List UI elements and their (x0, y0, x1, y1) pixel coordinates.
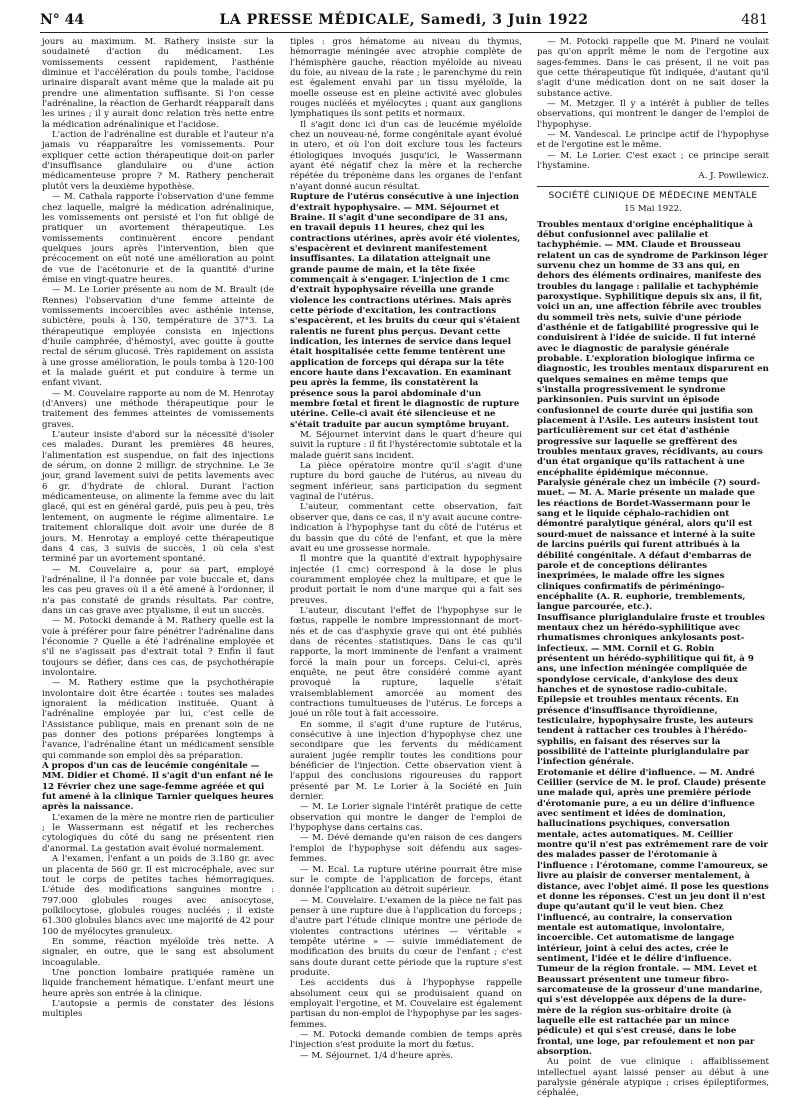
article-paragraph-continued: tiples : gros hématome au niveau du thymus, hémorragie méningée avec atrophie complète de l'hémisphère gauche, réaction myéloïde au niveau du foie, au niveau de la rate ; le parenchyme du rein est également envahi par un tissu myéloïde, la moelle osseuse est en pleine activité avec globules rouges nucléés et myélocytes ; quant aux ganglions lymphatiques ils sont petits et normaux. (290, 37, 522, 120)
article-paragraph: Il s'agit donc ici d'un cas de leucémie myéloïde chez un nouveau-né, forme congénitale ayant évolué in utero, et où l'on doit exclure tous les facteurs étiologiques invoqués jusqu'ici, le Wassermann ayant été négatif chez la mère et la recherche répétée du tréponème dans les organes de l'enfant n'ayant donné aucun résultat. (290, 119, 522, 192)
article-paragraph: — M. Le Lorier signale l'intérêt pratique de cette observation qui montre le danger de l'emploi de l'hypophyse dans certains cas. (290, 802, 522, 834)
article-paragraph: — M. Potocki demande combien de temps après l'injection s'est produite la mort du fœtus. (290, 1030, 522, 1051)
text-column-2 (290, 37, 522, 1075)
article-paragraph: — M. Potocki demande à M. Rathery quelle est la voie à préférer pour faire pénétrer l'adrénaline dans l'économie ? Quelle a été l'adrénaline employée et s'il ne s'agissait pas d'extrait total ? Enfin il faut toujours se défier, dans ces cas, de psychothérapie involontaire. (42, 616, 274, 678)
article-paragraph-with-heading: Troubles mentaux d'origine encéphalitique à début confusionnel avec palilalie et tachyphémie. — MM. Claude et Brousseau relatent un cas de syndrome de Parkinson léger survenu chez un homme de 33 ans qui, en dehors des éléments ordinaires, manifeste des troubles du langage : palilalie et tachyphémie paroxystique. Syphilitique depuis six ans, il fit, voici un an, une affection fébrile avec troubles du sommeil très nets, suivie d'une période d'asthénie et de fatigabilité progressive qui le conduisirent à l'idée de suicide. Il fut interné avec le diagnostic de paralysie générale probable. L'exploration biologique infirma ce diagnostic, les troubles mentaux disparurent en quelques semaines en même temps que s'installa progressivement le syndrome parkinsonien. Puis survint un épisode confusionnel de courte durée qui justifia son placement à l'Asile. Les auteurs insistent tout particulièrement sur cet état d'asthénie progressive sur laquelle se greffèrent des troubles mentaux graves, récidivants, au cours d'un état organique qu'ils rattachent à une encéphalite épidémique méconnue. (537, 219, 769, 478)
article-paragraph-with-heading: Insuffisance pluriglandulaire fruste et troubles mentaux chez un hérédo-syphilitique avec rhumatismes chroniques ankylosants post-infectieux. — MM. Cornil et G. Robin présentent un hérédo-syphilitique qui fit, à 9 ans, une infection méningée compliquée de spondylose cervicale, d'ankylose des deux hanches et de synostose radio-cubitale. Epilepsie et troubles mentaux récents. En présence d'insuffisance thyroïdienne, testiculaire, hypophysaire fruste, les auteurs tendent à rattacher ces troubles à l'hérédo-syphilis, en faisant des réserves sur la possibilité de l'atteinte pluriglandulaire par l'infection générale. (537, 612, 765, 768)
text-column-1 (42, 37, 274, 1075)
article-paragraph: L'action de l'adrénaline est durable et l'auteur n'a jamais vu réapparaître les vomissements. Pour expliquer cette action thérapeutique doit-on parler d'insuffisance glandulaire ou d'une action médicamenteuse propre ? M. Rathery pencherait plutôt vers la deuxième hypothèse. (42, 130, 274, 192)
article-paragraph: — M. Ecal. La rupture utérine pourrait être mise sur le compte de l'application de forceps, étant donnée l'application au détroit supérieur. (290, 864, 522, 896)
article-paragraph-with-heading: Rupture de l'utérus consécutive à une injection d'extrait hypophysaire. — MM. Séjournet et Braine. Il s'agit d'une secondipare de 31 ans, en travail depuis 11 heures, chez qui les contractions utérines, après avoir été violentes, s'espacèrent et devinrent manifestement insuffisantes. La dilatation atteignait une grande paume de main, et la tête fixée commençait à s'engager. L'injection de 1 cmc d'extrait hypophysaire réveilla une grande violence les contractions utérines. Mais après cette période d'excitation, les contractions s'espacèrent, et les bruits du cœur qui s'étaient ralentis ne furent plus perçus. Devant cette indication, les internes de service dans lequel était hospitalisée cette femme tentèrent une application de forceps qui dérapa sur la tête encore haute dans l'excavation. En examinant peu après la femme, ils constatèrent la présence sous la paroi abdominale d'un membre fœtal et firent le diagnostic de rupture utérine. Celle-ci avait été silencieuse et ne s'était traduite par aucun symptôme bruyant. (290, 192, 521, 430)
section-title: SOCIÉTÉ CLINIQUE DE MÉDECINE MENTALE (548, 190, 758, 201)
article-paragraph: A l'examen, l'enfant a un poids de 3.180 gr. avec un placenta de 560 gr. Il est microcéphale, avec sur tout le corps de petites taches hémorragiques. L'étude des modifications sanguines montre : 797.000 globules rouges avec anisocytose, poïkilocytose, globules rouges nucléés ; il existe 61.300 globules blancs avec une majorité de 42 pour 100 de myélocytes granuleux. (42, 854, 274, 937)
article-paragraph: L'autopsie a permis de constater des lésions multiples (42, 998, 274, 1020)
article-paragraph: Il montre que la quantité d'extrait hypophysaire injectée (1 cmc) correspond à la dose le plus couramment employée chez la multipare, et que le produit portait le nom d'une marque qui a fait ses preuves. (290, 554, 522, 606)
article-paragraph: L'auteur, discutant l'effet de l'hypophyse sur le fœtus, rappelle le nombre impressionnant de mort-nés et de cas d'asphyxie grave qui ont été publiés dans de récentes statistiques. Dans le cas qu'il rapporte, la mort imminente de l'enfant a vraiment forcé la main pour un forceps. Celui-ci, après enquête, ne peut être considéré comme ayant provoqué la rupture, laquelle s'était vraisemblablement amorcée au moment des contractions tumultueuses de l'utérus. Le forceps a joué un rôle tout à fait accessoire. (290, 605, 522, 720)
article-paragraph: En somme, il s'agit d'une rupture de l'utérus, consécutive à une injection d'hypophyse chez une secondipare que les fervents du médicament auraient jugée remplir toutes les conditions pour bénéficier de l'injection. Cette observation vient à l'appui des conclusions rigoureuses du rapport présenté par M. Le Lorier à la Société en Juin dernier. (290, 719, 522, 803)
article-paragraph: M. Séjournet intervint dans le quart d'heure qui suivit la rupture : il fit l'hystérectomie subtotale et la malade guérit sans incident. (290, 430, 522, 461)
article-paragraph: L'examen de la mère ne montre rien de particulier ; le Wassermann est négatif et les recherches cytologiques du côté du sang ne présentent rien d'anormal. La gestation avait évolué normalement. (42, 812, 274, 854)
article-paragraph: — M. Couvelaire a, pour sa part, employé l'adrénaline, il l'a donnée par voie buccale et, dans les cas peu graves où il a été amené à l'ordonner, il n'a pas constaté de grands résultats. Par contre, dans un cas grave avec ptyalisme, il eut un succès. (42, 564, 274, 616)
article-paragraph: — M. Dévé demande qu'en raison de ces dangers l'emploi de l'hypophyse soit défendu aux sages-femmes. (290, 833, 522, 865)
article-paragraph: En somme, réaction myéloïde très nette. A signaler, en outre, que le sang est absolument incoagulable. (42, 936, 274, 968)
article-paragraph: — M. Couvelaire rapporte au nom de M. Henrotay (d'Anvers) une méthode thérapeutique pour le traitement des femmes atteintes de vomissements graves. (42, 388, 274, 430)
author-signature: A. J. Powilewicz. (698, 171, 769, 182)
article-paragraph: — M. Le Lorier. C'est exact ; ce principe serait l'hystamine. (537, 150, 769, 172)
article-paragraph: Les accidents dus à l'hypophyse rappelle absolument ceux qui se produisaient quand on employait l'ergotine, et M. Couvelaire est également partisan du non-emploi de l'hypophyse par les sages-femmes. (290, 978, 522, 1030)
issue-number: N° 44 (40, 12, 85, 28)
article-paragraph-with-heading: Tumeur de la région frontale. — MM. Levet et Beaussart présentent une tumeur fibro-sarcomateuse de la grosseur d'une mandarine, qui s'est développée aux dépens de la dure-mère de la région sus-orbitaire droite (à laquelle elle est rattachée par un mince pédicule) et qui s'est creusé, dans le lobe frontal, une loge, par refoulement et non par absorption. (537, 964, 763, 1057)
article-paragraph: Au point de vue clinique : affaiblissement intellectuel ayant laissé penser au début à une paralysie générale atypique ; crises épileptiformes, céphalée, (537, 1057, 769, 1099)
article-paragraph: — M. Vandescal. Le principe actif de l'hypophyse et de l'ergotine est le même. (537, 130, 769, 151)
article-paragraph: — M. Rathery estime que la psychothérapie involontaire doit être écartée : toutes ses malades ignoraient la médication instituée. Quant à l'adrénaline employée par lui, c'est celle de l'Assistance publique, mais en prenant soin de ne pas donner des potions préparées longtemps à l'avance, l'adrénaline étant un médicament sensible qui commande son emploi dès sa préparation. (42, 678, 274, 761)
article-paragraph: — M. Le Lorier présente au nom de M. Brault (de Rennes) l'observation d'une femme atteinte de vomissements incoercibles avec asthénie intense, subictère, pouls à 130, température de 37°3. La thérapeutique employée consista en injections d'huile camphrée, d'hémostyl, avec goutte à goutte rectal de sérum glucosé. Très rapidement on assista à une grosse amélioration, le pouls tomba à 120-100 et la malade guérit et put conduire à terme un enfant vivant. (42, 285, 274, 389)
article-paragraph-continued: jours au maximum. M. Rathery insiste sur la soudaineté d'action du médicament. Les vomissements cessent rapidement, l'asthénie diminue et l'accélération du pouls tombe, l'acidose urinaire disparaît avant même que la malade ait pu prendre une alimentation suffisante. Si l'on cesse l'adrénaline, la réaction de Gerhardt réapparaît dans les urines ; il y aurait donc relation très nette entre la médication adrénalinique et l'acidose. (42, 37, 274, 130)
section-date: 15 Mai 1922. (624, 204, 682, 215)
text-column-3 (537, 37, 769, 1099)
article-paragraph-with-heading: Paralysie générale chez un imbécile (?) sourd-muet. — M. A. Marie présente un malade que les réactions de Bordet-Wassermann pour le sang et le liquide céphalo-rachidien ont démontré paralytique général, alors qu'il est sourd-muet de naissance et interné à la suite de larcins puérils qui furent attribués à la débilité congénitale. A défaut d'embarras de parole et de conceptions délirantes inexprimées, le malade offre les signes cliniques confirmatifs de périméningo-encéphalite (A. R. euphorie, tremblements, langue parcourée, etc.). (537, 478, 761, 613)
page-number: 481 (741, 12, 768, 28)
article-paragraph: L'auteur insiste d'abord sur la nécessité d'isoler ces malades. Durant les premières 48 heures, l'alimentation est suspendue, on fait des injections de sérum, on donne 2 milligr. de strychnine. Le 3e jour, grand lavement suivi de petits lavements avec 6 gr. d'hydrate de chloral. Durant l'action médicamenteuse, on alimente la femme avec du lait glacé, qui est en général gardé, puis peu à peu, très lentement, on augmente le régime alimentaire. Le traitement chloralique doit avoir une durée de 8 jours. M. Henrotay a employé cette thérapeutique dans 4 cas, 3 suivis de succès, 1 où cela s'est terminé par un avortement spontané. (42, 430, 274, 565)
article-paragraph: — M. Metzger. Il y a intérêt à publier de telles observations, qui montrent le danger de l'emploi de l'hypophyse. (537, 99, 769, 130)
journal-title: LA PRESSE MÉDICALE, Samedi, 3 Juin 1922 (219, 12, 589, 28)
article-paragraph: — M. Séjournet. 1/4 d'heure après. (300, 1050, 454, 1061)
masthead (40, 10, 768, 33)
section-divider (537, 186, 769, 187)
article-paragraph: — M. Cathala rapporte l'observation d'une femme chez laquelle, malgré la médication adrénalinique, les vomissements ont persisté et l'on fut obligé de pratiquer un avortement thérapeutique. Les vomissements continuèrent encore pendant quelques jours après l'intervention, bien que précocement on eût noté une amélioration au point de vue de l'acétonurie et de la quantité d'urine émise en vingt-quatre heures. (42, 192, 274, 285)
article-paragraph: — M. Potocki rappelle que M. Pinard ne voulait pas qu'on apprît même le nom de l'ergotine aux sages-femmes. Dans le cas présent, il ne voit pas que cette thérapeutique fût indiquée, d'autant qu'il s'agit d'une médication dont on ne sait doser la substance active. (537, 37, 769, 99)
article-paragraph: — M. Couvelaire. L'examen de la pièce ne fait pas penser à une rupture due à l'application du forceps ; d'autre part l'étude clinique montre une période de violentes contractions utérines — véritable « tempête utérine » — suivie immédiatement de modification des bruits du cœur de l'enfant ; c'est sans doute durant cette période que la rupture s'est produite. (290, 895, 522, 978)
article-paragraph-with-heading: Erotomanie et délire d'influence. — M. André Ceillier (service de M. le prof. Claude) présente une malade qui, après une première période d'érotomanie pure, a eu un délire d'influence avec sentiment et idées de domination, hallucinations psychiques, conversation mentale, actes automatiques. M. Ceillier montre qu'il n'est pas extrêmement rare de voir des malades passer de l'érotomanie à l'influence : l'érotomane, comme l'amoureux, se livre au plaisir de converser mentalement, à distance, avec l'objet aimé. Il pose les questions et donne les réponses. C'est un jeu dont il n'est dupe qu'autant qu'il le veut bien. Chez l'influencé, au contraire, la conservation mentale est automatique, involontaire, incoercible. Cet automatisme de langage intérieur, joint à celui des actes, crée le sentiment, l'idée et le délire d'influence. (537, 767, 769, 964)
article-paragraph: L'auteur, commentant cette observation, fait observer que, dans ce cas, il n'y avait aucune contre-indication à l'hypophyse tant du côté de l'utérus et du bassin que du côté de l'enfant, et que la mère avait eu une grossesse normale. (290, 502, 522, 554)
article-paragraph-with-heading: A propos d'un cas de leucémie congénitale — MM. Didier et Chomé. Il s'agit d'un enfant né le 12 Février chez une sage-femme agréée et qui fut amené à la clinique Tarnier quelques heures après la naissance. (42, 761, 274, 813)
article-paragraph: La pièce opératoire montre qu'il s'agit d'une rupture du bord gauche de l'utérus, au niveau du segment inférieur, sans participation du segment vaginal de l'utérus. (290, 461, 522, 503)
article-paragraph: Une ponction lombaire pratiquée ramène un liquide franchement hématique. L'enfant meurt une heure après son entrée à la clinique. (42, 967, 274, 999)
